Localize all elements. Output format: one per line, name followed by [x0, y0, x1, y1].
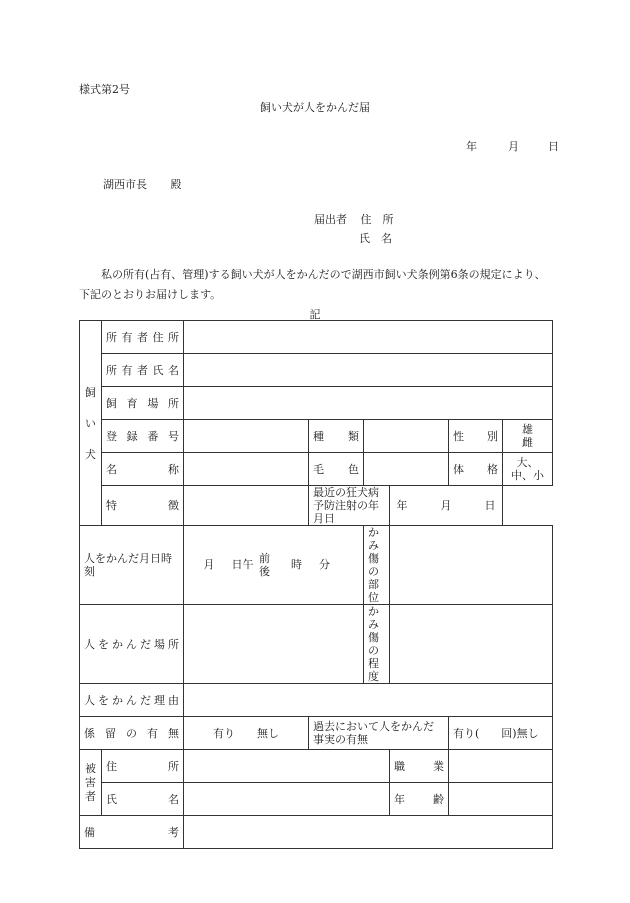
size-options[interactable]: 大、中、小: [503, 453, 553, 486]
row-name: [80, 453, 553, 486]
form-title: 飼い犬が人をかんだ届: [260, 101, 370, 114]
row-victim-name: [80, 783, 553, 816]
dog-name-field[interactable]: [184, 453, 309, 486]
age-field[interactable]: [449, 783, 553, 816]
date-day: 日: [548, 140, 559, 153]
features-label: 特徴: [102, 486, 184, 526]
kind-label: 種類: [309, 420, 364, 453]
row-owner-address: [80, 321, 553, 354]
addressee: [103, 176, 182, 192]
detention-label: 係留の有無: [80, 717, 184, 750]
victim-address-label: 住所: [102, 750, 184, 783]
detention-options[interactable]: 有り 無し: [184, 717, 309, 750]
addressee-name: 湖西市長: [103, 178, 147, 191]
dog-name-label: 名称: [102, 453, 184, 486]
bite-place-label: 人をかんだ場所: [80, 605, 184, 684]
registration-field[interactable]: [184, 420, 309, 453]
row-detention: [80, 717, 553, 750]
row-owner-name: [80, 354, 553, 387]
date-year: 年: [466, 140, 477, 153]
dog-group-label: 飼 い 犬: [80, 321, 102, 526]
size-label: 体格: [449, 453, 503, 486]
rabies-label: 最近の狂犬病予防注射の年月日: [309, 486, 390, 526]
registration-label: 登録番号: [102, 420, 184, 453]
bite-reason-label: 人をかんだ理由: [80, 684, 184, 717]
applicant-name-label: 氏 名: [359, 232, 392, 245]
date-month: 月: [508, 140, 519, 153]
victim-address-field[interactable]: [184, 750, 390, 783]
row-features: [80, 486, 553, 526]
rabies-date-field[interactable]: 年 月 日: [390, 486, 503, 526]
row-registration: [80, 420, 553, 453]
owner-address-field[interactable]: [184, 321, 553, 354]
form-number: 様式第2号: [79, 83, 130, 96]
remarks-label: 備考: [80, 816, 184, 849]
bite-report-table: [79, 320, 556, 849]
bite-reason-field[interactable]: [184, 684, 553, 717]
submission-date: [466, 138, 559, 154]
coat-field[interactable]: [364, 453, 449, 486]
applicant-label: 届出者: [314, 213, 347, 226]
addressee-honorific: 殿: [170, 178, 182, 191]
row-bite-place: [80, 605, 553, 684]
victim-name-label: 氏名: [102, 783, 184, 816]
bite-degree-label: かみ傷の程度: [364, 605, 390, 684]
statement-text: 私の所有(占有、管理)する飼い犬が人をかんだので湖西市飼い犬条例第6条の規定により、下記のとおりお届けします。: [79, 268, 546, 301]
bite-datetime-field[interactable]: 月 日午 前 後 時 分: [184, 526, 364, 605]
row-bite-datetime: [80, 526, 553, 605]
sex-options[interactable]: 雄 雌: [503, 420, 553, 453]
owner-name-label: 所有者氏名: [102, 354, 184, 387]
bite-datetime-label: 人をかんだ月日時刻: [80, 526, 184, 605]
past-bite-options[interactable]: 有り( 回)無し: [449, 717, 553, 750]
bite-site-field[interactable]: [390, 526, 553, 605]
bite-site-label: かみ傷の部位: [364, 526, 390, 605]
row-victim-address: [80, 750, 553, 783]
applicant-address: [314, 211, 394, 227]
owner-name-field[interactable]: [184, 354, 553, 387]
owner-address-label: 所有者住所: [102, 321, 184, 354]
occupation-field[interactable]: [449, 750, 553, 783]
features-field[interactable]: [184, 486, 309, 526]
keeping-place-label: 飼育場所: [102, 387, 184, 420]
sex-label: 性別: [449, 420, 503, 453]
victim-name-field[interactable]: [184, 783, 390, 816]
past-bite-label: 過去において人をかんだ事実の有無: [309, 717, 449, 750]
remarks-field[interactable]: [184, 816, 553, 849]
coat-label: 毛色: [309, 453, 364, 486]
row-remarks: [80, 816, 553, 849]
kind-field[interactable]: [364, 420, 449, 453]
row-bite-reason: [80, 684, 553, 717]
address-label: 住 所: [360, 213, 394, 226]
age-label: 年齢: [390, 783, 449, 816]
keeping-place-field[interactable]: [184, 387, 553, 420]
occupation-label: 職業: [390, 750, 449, 783]
bite-degree-field[interactable]: [390, 605, 553, 684]
row-keeping-place: [80, 387, 553, 420]
record-mark: 記: [309, 308, 321, 321]
victim-group-label: 被 害 者: [80, 750, 102, 816]
bite-place-field[interactable]: [184, 605, 364, 684]
